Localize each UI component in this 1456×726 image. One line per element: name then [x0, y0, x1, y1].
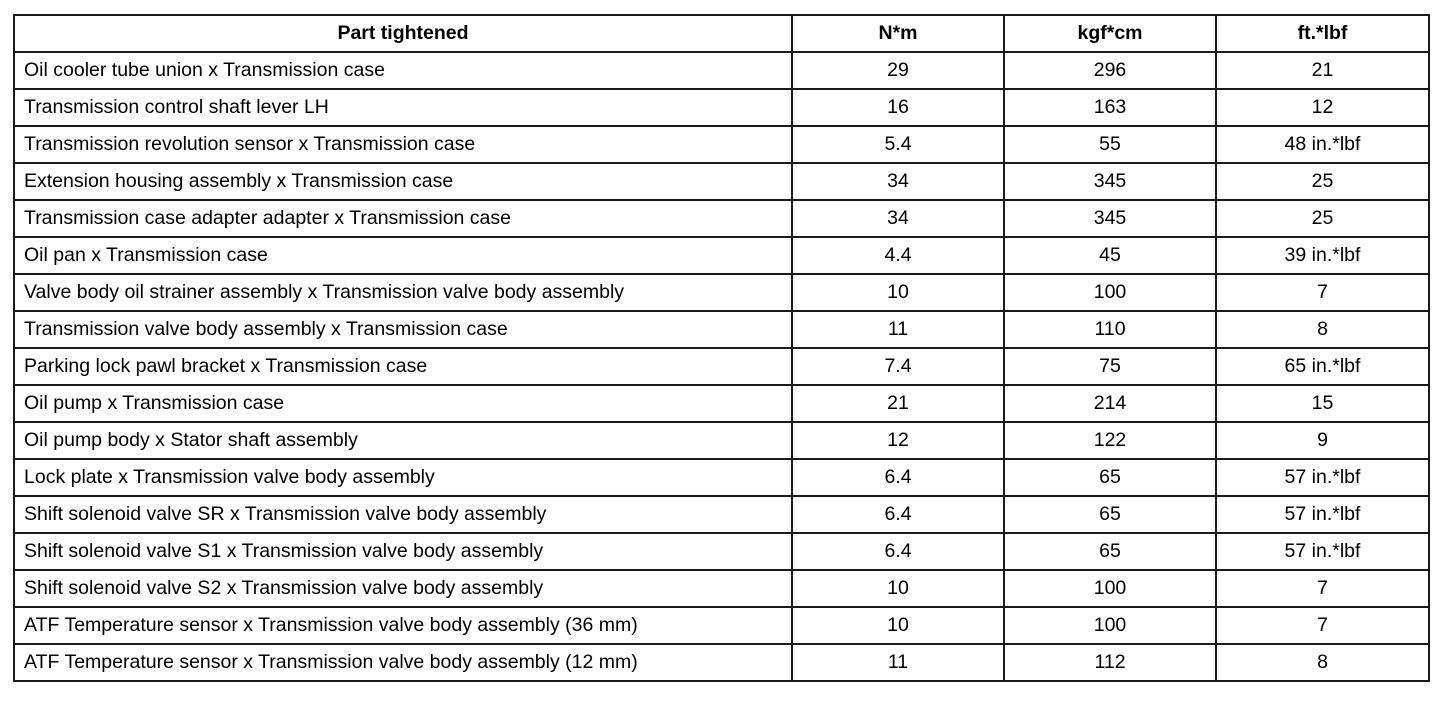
- table-row: [14, 644, 1429, 681]
- cell-kgf-cm: 112: [1004, 644, 1216, 681]
- cell-kgf-cm: 110: [1004, 311, 1216, 348]
- cell-ft-lbf: 25: [1216, 163, 1429, 200]
- cell-kgf-cm: 296: [1004, 52, 1216, 89]
- cell-ft-lbf: 39 in.*lbf: [1216, 237, 1429, 274]
- table-row: [14, 200, 1429, 237]
- table-row: [14, 533, 1429, 570]
- cell-ft-lbf: 15: [1216, 385, 1429, 422]
- cell-part-tightened: Extension housing assembly x Transmission case: [14, 163, 792, 200]
- table-row: [14, 496, 1429, 533]
- table-row: [14, 348, 1429, 385]
- table-row: [14, 89, 1429, 126]
- cell-part-tightened: Transmission valve body assembly x Transmission case: [14, 311, 792, 348]
- cell-ft-lbf: 57 in.*lbf: [1216, 459, 1429, 496]
- cell-kgf-cm: 75: [1004, 348, 1216, 385]
- table-row: [14, 422, 1429, 459]
- cell-kgf-cm: 214: [1004, 385, 1216, 422]
- cell-newton-meters: 6.4: [792, 459, 1004, 496]
- cell-kgf-cm: 65: [1004, 533, 1216, 570]
- table-row: [14, 163, 1429, 200]
- cell-part-tightened: Transmission revolution sensor x Transmission case: [14, 126, 792, 163]
- table-row: [14, 607, 1429, 644]
- cell-ft-lbf: 12: [1216, 89, 1429, 126]
- cell-ft-lbf: 8: [1216, 311, 1429, 348]
- cell-part-tightened: Oil pan x Transmission case: [14, 237, 792, 274]
- cell-part-tightened: Transmission control shaft lever LH: [14, 89, 792, 126]
- cell-part-tightened: Oil cooler tube union x Transmission case: [14, 52, 792, 89]
- cell-kgf-cm: 100: [1004, 607, 1216, 644]
- cell-newton-meters: 10: [792, 274, 1004, 311]
- cell-newton-meters: 34: [792, 163, 1004, 200]
- cell-newton-meters: 10: [792, 570, 1004, 607]
- table-row: [14, 126, 1429, 163]
- cell-kgf-cm: 345: [1004, 200, 1216, 237]
- cell-ft-lbf: 8: [1216, 644, 1429, 681]
- cell-newton-meters: 6.4: [792, 496, 1004, 533]
- cell-ft-lbf: 57 in.*lbf: [1216, 533, 1429, 570]
- cell-kgf-cm: 65: [1004, 459, 1216, 496]
- cell-newton-meters: 34: [792, 200, 1004, 237]
- cell-kgf-cm: 122: [1004, 422, 1216, 459]
- header-row: [14, 15, 1429, 52]
- cell-ft-lbf: 65 in.*lbf: [1216, 348, 1429, 385]
- cell-ft-lbf: 7: [1216, 607, 1429, 644]
- cell-kgf-cm: 100: [1004, 570, 1216, 607]
- cell-kgf-cm: 55: [1004, 126, 1216, 163]
- table-row: [14, 311, 1429, 348]
- table-row: [14, 459, 1429, 496]
- cell-kgf-cm: 345: [1004, 163, 1216, 200]
- cell-part-tightened: Parking lock pawl bracket x Transmission case: [14, 348, 792, 385]
- cell-kgf-cm: 163: [1004, 89, 1216, 126]
- cell-part-tightened: Shift solenoid valve S1 x Transmission valve body assembly: [14, 533, 792, 570]
- cell-ft-lbf: 21: [1216, 52, 1429, 89]
- table-row: [14, 385, 1429, 422]
- header-ft-lbf: ft.*lbf: [1216, 15, 1429, 52]
- cell-newton-meters: 7.4: [792, 348, 1004, 385]
- cell-part-tightened: Transmission case adapter adapter x Transmission case: [14, 200, 792, 237]
- cell-part-tightened: Shift solenoid valve SR x Transmission valve body assembly: [14, 496, 792, 533]
- header-part-tightened: Part tightened: [14, 15, 792, 52]
- cell-part-tightened: Valve body oil strainer assembly x Transmission valve body assembly: [14, 274, 792, 311]
- cell-newton-meters: 6.4: [792, 533, 1004, 570]
- cell-ft-lbf: 48 in.*lbf: [1216, 126, 1429, 163]
- header-newton-meters: N*m: [792, 15, 1004, 52]
- cell-newton-meters: 21: [792, 385, 1004, 422]
- cell-newton-meters: 10: [792, 607, 1004, 644]
- table-row: [14, 570, 1429, 607]
- torque-specification-table: [13, 14, 1430, 682]
- cell-newton-meters: 5.4: [792, 126, 1004, 163]
- cell-kgf-cm: 100: [1004, 274, 1216, 311]
- header-kgf-cm: kgf*cm: [1004, 15, 1216, 52]
- cell-part-tightened: Oil pump body x Stator shaft assembly: [14, 422, 792, 459]
- cell-kgf-cm: 65: [1004, 496, 1216, 533]
- cell-part-tightened: Oil pump x Transmission case: [14, 385, 792, 422]
- table-row: [14, 237, 1429, 274]
- cell-newton-meters: 12: [792, 422, 1004, 459]
- cell-part-tightened: Shift solenoid valve S2 x Transmission valve body assembly: [14, 570, 792, 607]
- table-row: [14, 52, 1429, 89]
- cell-newton-meters: 11: [792, 644, 1004, 681]
- cell-ft-lbf: 57 in.*lbf: [1216, 496, 1429, 533]
- cell-part-tightened: ATF Temperature sensor x Transmission valve body assembly (12 mm): [14, 644, 792, 681]
- cell-newton-meters: 29: [792, 52, 1004, 89]
- cell-kgf-cm: 45: [1004, 237, 1216, 274]
- cell-ft-lbf: 25: [1216, 200, 1429, 237]
- cell-newton-meters: 16: [792, 89, 1004, 126]
- cell-ft-lbf: 7: [1216, 570, 1429, 607]
- cell-part-tightened: Lock plate x Transmission valve body assembly: [14, 459, 792, 496]
- cell-ft-lbf: 7: [1216, 274, 1429, 311]
- cell-newton-meters: 11: [792, 311, 1004, 348]
- table-body: [14, 52, 1429, 681]
- cell-newton-meters: 4.4: [792, 237, 1004, 274]
- cell-ft-lbf: 9: [1216, 422, 1429, 459]
- table-row: [14, 274, 1429, 311]
- cell-part-tightened: ATF Temperature sensor x Transmission valve body assembly (36 mm): [14, 607, 792, 644]
